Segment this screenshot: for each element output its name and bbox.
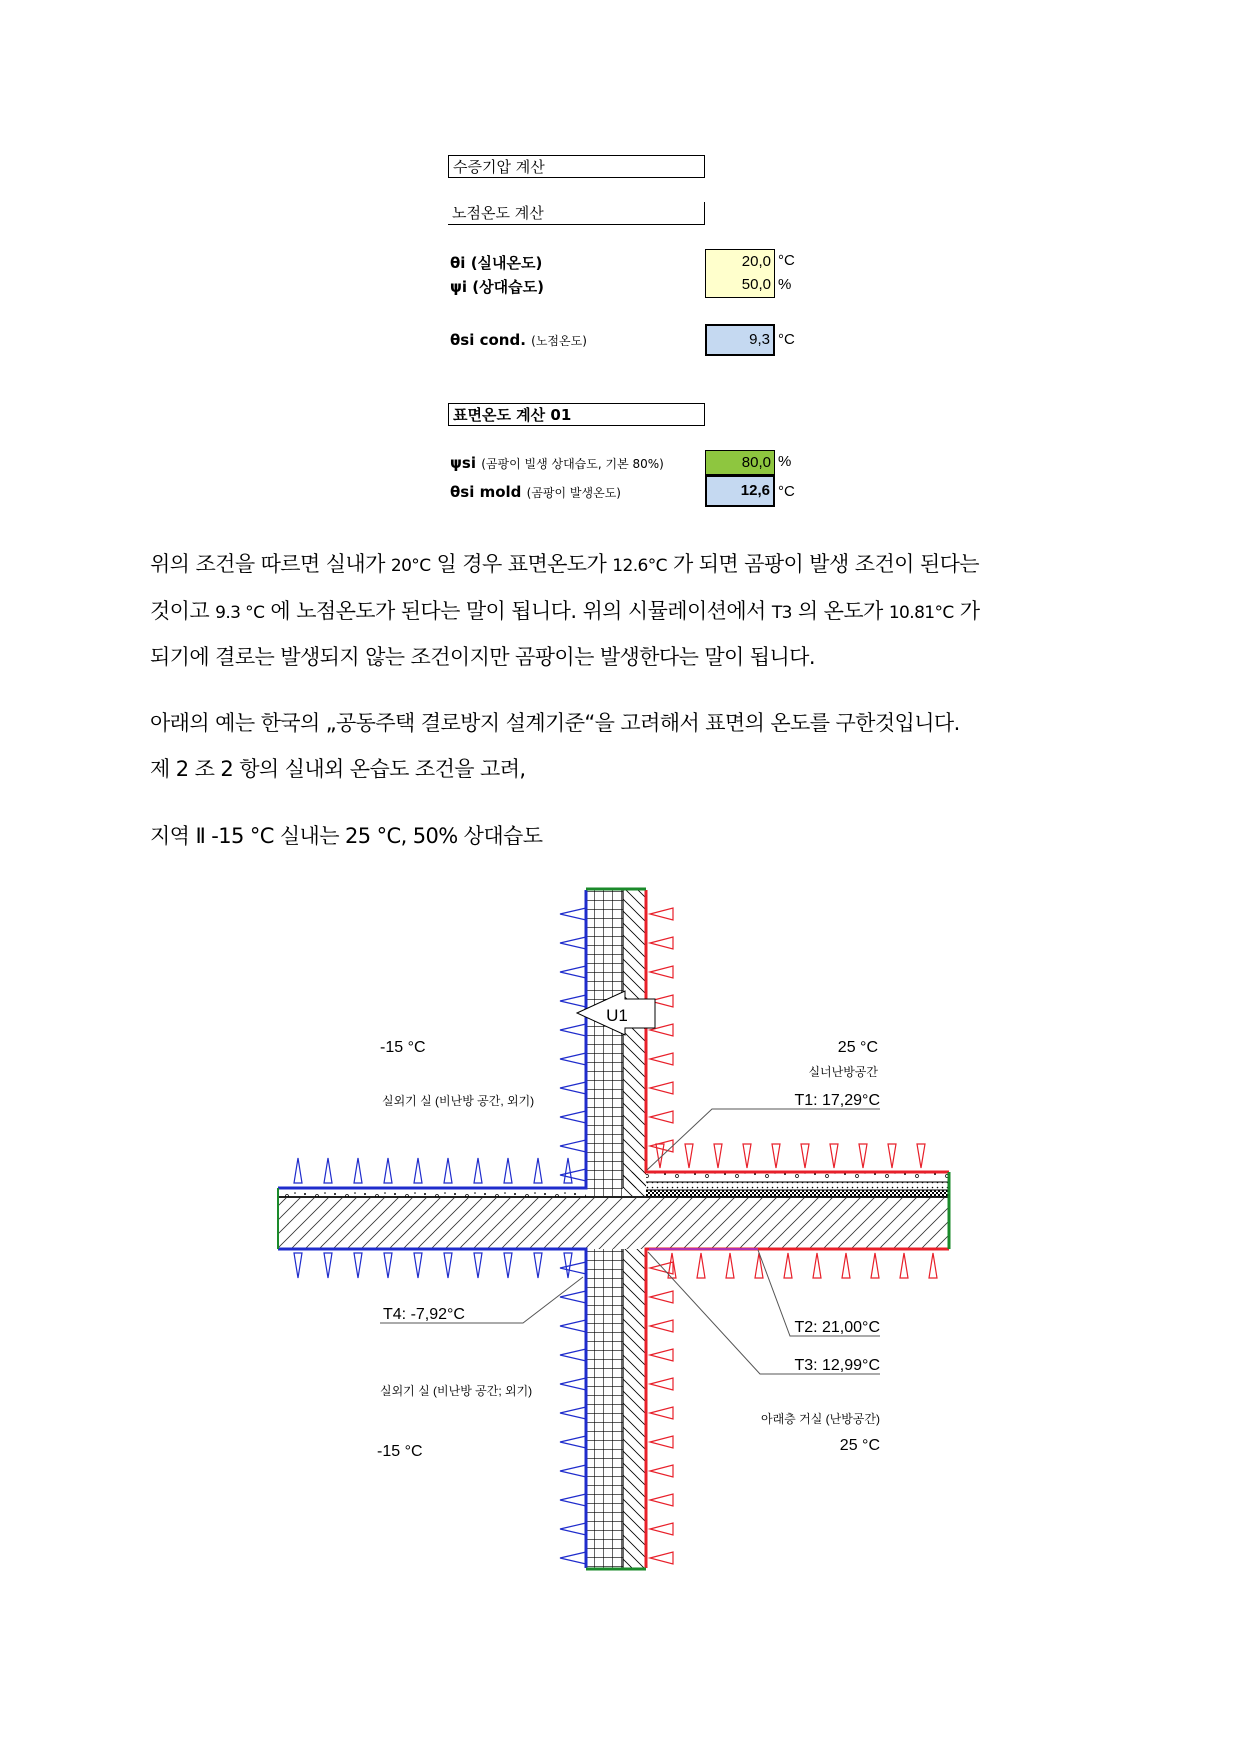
junction-slab <box>586 1197 646 1249</box>
text-run: 것이고 <box>150 599 216 623</box>
theta-si-mold-value: 12,6 <box>705 475 775 507</box>
junction-wall <box>623 1172 646 1197</box>
heat-flux-arrow <box>650 1378 673 1390</box>
paragraph-1-line-3: 되기에 결로는 발생되지 않는 조건이지만 곰팡이는 발생한다는 말이 됩니다. <box>150 645 815 669</box>
heat-flux-arrow <box>929 1253 937 1278</box>
heat-flux-arrow <box>534 1158 542 1183</box>
heat-flux-arrow <box>414 1158 422 1183</box>
heat-flux-arrow <box>444 1158 452 1183</box>
heat-flux-arrow <box>917 1144 925 1168</box>
heat-flux-arrow <box>813 1253 821 1278</box>
heat-flux-arrow <box>650 1053 673 1065</box>
heat-flux-arrow <box>444 1253 452 1278</box>
heat-flux-arrow <box>650 1349 673 1361</box>
heat-flux-arrow <box>871 1253 879 1278</box>
psi-si-unit: % <box>778 453 792 470</box>
heat-flux-arrow <box>560 1349 586 1361</box>
heat-flux-arrow <box>384 1253 392 1278</box>
t3-label: T3: 12,99°C <box>794 1357 880 1374</box>
cold-boundary-upper <box>278 890 586 1188</box>
heat-flux-arrow <box>685 1144 693 1168</box>
heat-flux-arrow <box>560 1140 586 1152</box>
text-run: 12.6°C <box>612 556 667 576</box>
text-run: 9.3 °C <box>215 603 265 623</box>
text-run: 에 노점온도가 된다는 말이 됩니다. 위의 시뮬레이션에서 <box>264 599 772 623</box>
heat-flux-arrow <box>784 1253 792 1278</box>
section-title-vapour-pressure: 수증기압 계산 <box>448 155 705 178</box>
bottom-left-room: 실외기 실 (비난방 공간; 외기) <box>380 1384 533 1398</box>
section-title-dew-point: 노점온도 계산 <box>448 202 705 225</box>
heat-flux-arrow <box>324 1158 332 1183</box>
top-left-temp: -15 °C <box>380 1039 426 1056</box>
theta-i-symbol: θi <box>450 254 466 272</box>
heat-flux-arrow <box>888 1144 896 1168</box>
heat-flux-arrow <box>504 1253 512 1278</box>
heat-flux-arrow <box>650 966 673 978</box>
text-run: 20°C <box>390 556 431 576</box>
top-right-room: 실너난방공간 <box>808 1065 878 1079</box>
heat-flux-arrow <box>560 937 586 949</box>
warm-boundary-upper <box>646 890 949 1172</box>
heat-flux-arrow <box>560 966 586 978</box>
heat-flux-arrow <box>560 1465 586 1477</box>
theta-si-cond-unit: °C <box>778 331 795 348</box>
paragraph-3-line-1: 지역 Ⅱ -15 °C 실내는 25 °C, 50% 상대습도 <box>150 824 543 848</box>
heat-flux-arrow <box>560 995 586 1007</box>
floor-screed <box>646 1182 949 1190</box>
heat-flux-arrow <box>697 1253 705 1278</box>
heat-flux-arrow <box>414 1253 422 1278</box>
t2-label: T2: 21,00°C <box>794 1319 880 1336</box>
heat-flux-arrow <box>560 1024 586 1036</box>
heat-flux-arrow <box>294 1253 302 1278</box>
t1-leader <box>647 1109 880 1170</box>
heat-flux-arrow <box>324 1253 332 1278</box>
heat-flux-arrow <box>474 1158 482 1183</box>
heat-flux-arrow <box>842 1253 850 1278</box>
text-run: 의 온도가 <box>791 599 889 623</box>
heat-flux-arrow <box>650 1291 673 1303</box>
heat-flux-arrow <box>650 1082 673 1094</box>
junction-insulation <box>586 1188 623 1197</box>
heat-flux-arrow <box>560 1169 586 1181</box>
heat-flux-arrow <box>560 1262 586 1274</box>
heat-flux-arrow <box>560 1436 586 1448</box>
heat-flux-arrow <box>564 1158 572 1183</box>
heat-flux-arrow <box>560 1378 586 1390</box>
psi-i-value[interactable]: 50,0 <box>705 273 775 298</box>
heat-flux-arrow <box>294 1158 302 1183</box>
heat-flux-arrow <box>650 1436 673 1448</box>
floor-insulation <box>646 1190 949 1197</box>
heat-flux-arrow <box>560 1552 586 1564</box>
heat-flux-arrow <box>650 1140 673 1152</box>
theta-si-mold-desc: (곰팡이 발생온도) <box>526 486 621 500</box>
heat-flux-arrow <box>650 1320 673 1332</box>
heat-flux-arrow <box>650 937 673 949</box>
bottom-left-temp: -15 °C <box>377 1443 423 1460</box>
heat-flux-arrow <box>650 1407 673 1419</box>
top-right-temp: 25 °C <box>837 1039 878 1056</box>
heat-flux-arrow <box>560 1523 586 1535</box>
heat-flux-arrow <box>859 1144 867 1168</box>
heat-flux-arrow <box>801 1144 809 1168</box>
heat-flux-arrow <box>714 1144 722 1168</box>
bottom-right-temp: 25 °C <box>839 1437 880 1454</box>
heat-flux-arrow <box>534 1253 542 1278</box>
t1-label: T1: 17,29°C <box>794 1092 880 1109</box>
top-left-room: 실외기 실 (비난방 공간, 외기) <box>382 1094 535 1108</box>
psi-si-symbol: ψsi <box>450 454 476 472</box>
heat-flux-arrow <box>560 1053 586 1065</box>
heat-flux-arrow <box>650 1465 673 1477</box>
heat-flux-arrow <box>743 1144 751 1168</box>
text-run: 위의 조건을 따르면 실내가 <box>150 552 391 576</box>
heat-flux-arrow <box>354 1158 362 1183</box>
heat-flux-arrow <box>560 1494 586 1506</box>
heat-flux-arrow <box>504 1158 512 1183</box>
theta-i-unit: °C <box>778 252 795 269</box>
theta-i-desc: (실내온도) <box>470 254 543 272</box>
heat-flux-arrow <box>650 908 673 920</box>
theta-si-cond-symbol: θsi cond. <box>450 331 526 349</box>
theta-si-mold-symbol: θsi mold <box>450 483 522 501</box>
text-run: 가 되면 곰팡이 발생 조건이 된다는 <box>666 552 979 576</box>
cold-boundary-lower <box>278 1249 586 1568</box>
paragraph-2-line-2: 제 2 조 2 항의 실내외 온습도 조건을 고려, <box>150 757 526 781</box>
text-run: 일 경우 표면온도가 <box>430 552 613 576</box>
heat-flux-arrow <box>830 1144 838 1168</box>
heat-flux-arrow <box>900 1253 908 1278</box>
heat-flux-arrow <box>474 1253 482 1278</box>
section-title-surface-temp: 표면온도 계산 01 <box>448 403 705 426</box>
t3-leader <box>648 1252 880 1374</box>
heat-flux-arrow <box>650 1494 673 1506</box>
theta-si-cond-desc: (노점온도) <box>531 334 587 348</box>
theta-si-mold-unit: °C <box>778 483 795 500</box>
theta-i-value[interactable]: 20,0 <box>705 249 775 274</box>
text-run: 10.81°C <box>888 603 954 623</box>
u1-label: U1 <box>606 1006 628 1025</box>
psi-i-desc: (상대습도) <box>472 278 544 296</box>
psi-i-unit: % <box>778 276 792 293</box>
heat-flux-arrow <box>560 1291 586 1303</box>
text-run: T3 <box>771 603 792 623</box>
heat-flux-arrow <box>354 1253 362 1278</box>
t4-label: T4: -7,92°C <box>383 1306 465 1323</box>
heat-flux-arrow <box>560 1407 586 1419</box>
paragraph-2-line-1: 아래의 예는 한국의 „공동주택 결로방지 설계기준“을 고려해서 표면의 온도를 구한것입니다. <box>150 711 960 735</box>
heat-flux-arrow <box>560 1111 586 1123</box>
heat-flux-arrow <box>726 1253 734 1278</box>
warm-boundary-lower <box>646 1249 949 1568</box>
heat-flux-arrow <box>755 1253 763 1278</box>
psi-si-value[interactable]: 80,0 <box>705 450 775 475</box>
heat-flux-arrow <box>656 1144 664 1168</box>
heat-flux-arrow <box>650 1523 673 1535</box>
heat-flux-arrow <box>560 1320 586 1332</box>
psi-i-symbol: ψi <box>450 278 468 296</box>
heat-flux-arrow <box>384 1158 392 1183</box>
heat-flux-arrow <box>772 1144 780 1168</box>
heat-flux-arrow <box>650 1552 673 1564</box>
heat-flux-arrow <box>560 1082 586 1094</box>
heat-flux-arrow <box>650 1111 673 1123</box>
psi-si-desc: (곰팡이 빌생 상대습도, 기본 80%) <box>481 457 664 471</box>
heat-flux-arrow <box>560 908 586 920</box>
text-run: 가 <box>953 599 980 623</box>
bottom-right-room: 아래층 거실 (난방공간) <box>761 1412 880 1426</box>
theta-si-cond-value: 9,3 <box>705 324 775 356</box>
